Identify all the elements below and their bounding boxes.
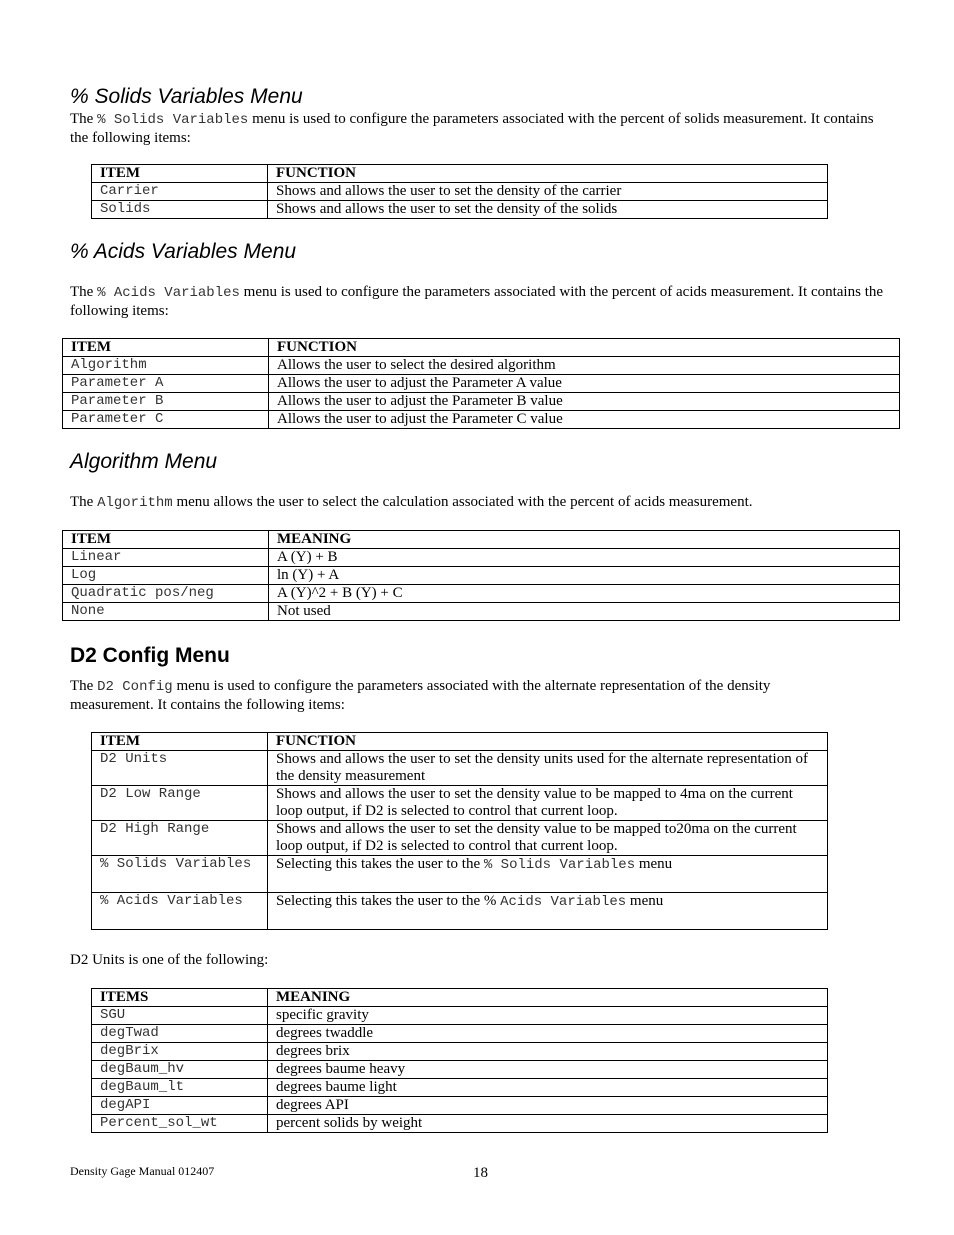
- table-row: [92, 183, 828, 201]
- item-cell: Log: [63, 567, 269, 585]
- function-text-post: menu: [626, 893, 664, 909]
- item-cell: D2 High Range: [92, 821, 268, 856]
- table-header-row: [63, 531, 900, 549]
- meaning-cell: degrees twaddle: [268, 1025, 828, 1043]
- item-cell: Parameter C: [63, 411, 269, 429]
- meaning-cell: ln (Y) + A: [269, 567, 900, 585]
- solids-table: [91, 164, 828, 219]
- d2config-intro-pre: The: [70, 678, 98, 694]
- solids-heading: % Solids Variables Menu: [70, 85, 303, 108]
- item-cell: SGU: [92, 1007, 268, 1025]
- d2units-table: [91, 988, 828, 1133]
- menu-link-code: Acids Variables: [500, 894, 627, 910]
- table-row: [63, 393, 900, 411]
- table-row: [63, 411, 900, 429]
- item-cell: Carrier: [92, 183, 268, 201]
- function-text-post: menu: [635, 856, 673, 872]
- item-cell: % Acids Variables: [92, 893, 268, 930]
- meaning-cell: Not used: [269, 603, 900, 621]
- function-cell: Shows and allows the user to set the density value to be mapped to20ma on the current loop output, if D2 is selected to control that current loop.: [268, 821, 828, 856]
- function-text-pre: Selecting this takes the user to the %: [276, 893, 501, 909]
- solids-intro-post: menu is used to configure the parameters associated with the percent of solids measurement. It contains the following items:: [70, 111, 874, 146]
- table-header-row: [92, 165, 828, 183]
- item-cell: degBrix: [92, 1043, 268, 1061]
- meaning-cell: degrees baume light: [268, 1079, 828, 1097]
- meaning-cell: specific gravity: [268, 1007, 828, 1025]
- acids-heading: % Acids Variables Menu: [70, 240, 297, 263]
- item-cell: Parameter A: [63, 375, 269, 393]
- table-header-row: [63, 339, 900, 357]
- table-row: [92, 1115, 828, 1133]
- table-row: [92, 1061, 828, 1079]
- table-row: [92, 201, 828, 219]
- meaning-cell: degrees API: [268, 1097, 828, 1115]
- algorithm-intro-pre: The: [70, 494, 98, 510]
- meaning-cell: A (Y)^2 + B (Y) + C: [269, 585, 900, 603]
- menu-link-code: % Solids Variables: [483, 857, 636, 873]
- table-row: [63, 549, 900, 567]
- table-row: [63, 603, 900, 621]
- header-item: ITEM: [92, 165, 268, 183]
- d2config-table: [91, 732, 828, 930]
- header-items: ITEMS: [92, 989, 268, 1007]
- function-cell: Allows the user to adjust the Parameter C value: [269, 411, 900, 429]
- table-row: [92, 821, 828, 856]
- table-row: [92, 1097, 828, 1115]
- meaning-cell: percent solids by weight: [268, 1115, 828, 1133]
- item-cell: Algorithm: [63, 357, 269, 375]
- d2units-intro: D2 Units is one of the following:: [70, 952, 269, 968]
- table-header-row: [92, 989, 828, 1007]
- item-cell: degBaum_lt: [92, 1079, 268, 1097]
- table-row: [92, 1043, 828, 1061]
- table-row: [92, 893, 828, 930]
- d2config-intro-post: menu is used to configure the parameters associated with the alternate representation of the density measurement. It contains the following items:: [70, 678, 771, 713]
- table-row: [92, 1079, 828, 1097]
- header-item: ITEM: [92, 733, 268, 751]
- item-cell: % Solids Variables: [92, 856, 268, 893]
- table-row: [92, 751, 828, 786]
- header-function: FUNCTION: [268, 733, 828, 751]
- header-item: ITEM: [63, 531, 269, 549]
- item-cell: degAPI: [92, 1097, 268, 1115]
- algorithm-table: [62, 530, 900, 621]
- item-cell: degTwad: [92, 1025, 268, 1043]
- acids-intro-pre: The: [70, 284, 98, 300]
- function-cell: Allows the user to adjust the Parameter A value: [269, 375, 900, 393]
- table-row: [63, 375, 900, 393]
- solids-intro: [70, 110, 885, 147]
- solids-intro-code: % Solids Variables: [97, 112, 249, 128]
- header-function: FUNCTION: [268, 165, 828, 183]
- header-item: ITEM: [63, 339, 269, 357]
- acids-intro-code: % Acids Variables: [97, 285, 240, 301]
- item-cell: Quadratic pos/neg: [63, 585, 269, 603]
- acids-intro: [70, 283, 885, 320]
- d2config-heading: D2 Config Menu: [70, 644, 230, 667]
- function-cell: Shows and allows the user to set the density value to be mapped to 4ma on the current loop output, if D2 is selected to control that current loop.: [268, 786, 828, 821]
- item-cell: Parameter B: [63, 393, 269, 411]
- acids-table: [62, 338, 900, 429]
- item-cell: None: [63, 603, 269, 621]
- algorithm-intro: [70, 493, 900, 512]
- item-cell: Linear: [63, 549, 269, 567]
- table-row: [63, 357, 900, 375]
- table-row: [63, 585, 900, 603]
- table-row: [92, 1007, 828, 1025]
- function-cell: [268, 856, 828, 893]
- table-row: [92, 786, 828, 821]
- acids-intro-post: menu is used to configure the parameters associated with the percent of acids measurement. It contains the following items:: [70, 284, 884, 319]
- meaning-cell: degrees baume heavy: [268, 1061, 828, 1079]
- item-cell: D2 Low Range: [92, 786, 268, 821]
- d2config-intro-code: D2 Config: [97, 679, 173, 695]
- algorithm-intro-post: menu allows the user to select the calculation associated with the percent of acids measurement.: [172, 494, 753, 510]
- function-cell: Shows and allows the user to set the density units used for the alternate representation of the density measurement: [268, 751, 828, 786]
- item-cell: D2 Units: [92, 751, 268, 786]
- meaning-cell: degrees brix: [268, 1043, 828, 1061]
- solids-intro-pre: The: [70, 111, 98, 127]
- footer-manual-title: Density Gage Manual 012407: [70, 1164, 215, 1178]
- meaning-cell: A (Y) + B: [269, 549, 900, 567]
- header-function: FUNCTION: [269, 339, 900, 357]
- d2config-intro: [70, 677, 850, 714]
- table-row: [92, 1025, 828, 1043]
- function-cell: Allows the user to select the desired algorithm: [269, 357, 900, 375]
- function-cell: Allows the user to adjust the Parameter B value: [269, 393, 900, 411]
- table-header-row: [92, 733, 828, 751]
- item-cell: Solids: [92, 201, 268, 219]
- function-cell: [268, 893, 828, 930]
- table-row: [63, 567, 900, 585]
- item-cell: degBaum_hv: [92, 1061, 268, 1079]
- table-row: [92, 856, 828, 893]
- item-cell: Percent_sol_wt: [92, 1115, 268, 1133]
- function-text-pre: Selecting this takes the user to the: [276, 856, 484, 872]
- algorithm-intro-code: Algorithm: [97, 495, 173, 511]
- function-cell: Shows and allows the user to set the density of the carrier: [268, 183, 828, 201]
- header-meaning: MEANING: [269, 531, 900, 549]
- header-meaning: MEANING: [268, 989, 828, 1007]
- algorithm-heading: Algorithm Menu: [70, 450, 218, 473]
- footer-page-number: 18: [473, 1165, 488, 1181]
- function-cell: Shows and allows the user to set the density of the solids: [268, 201, 828, 219]
